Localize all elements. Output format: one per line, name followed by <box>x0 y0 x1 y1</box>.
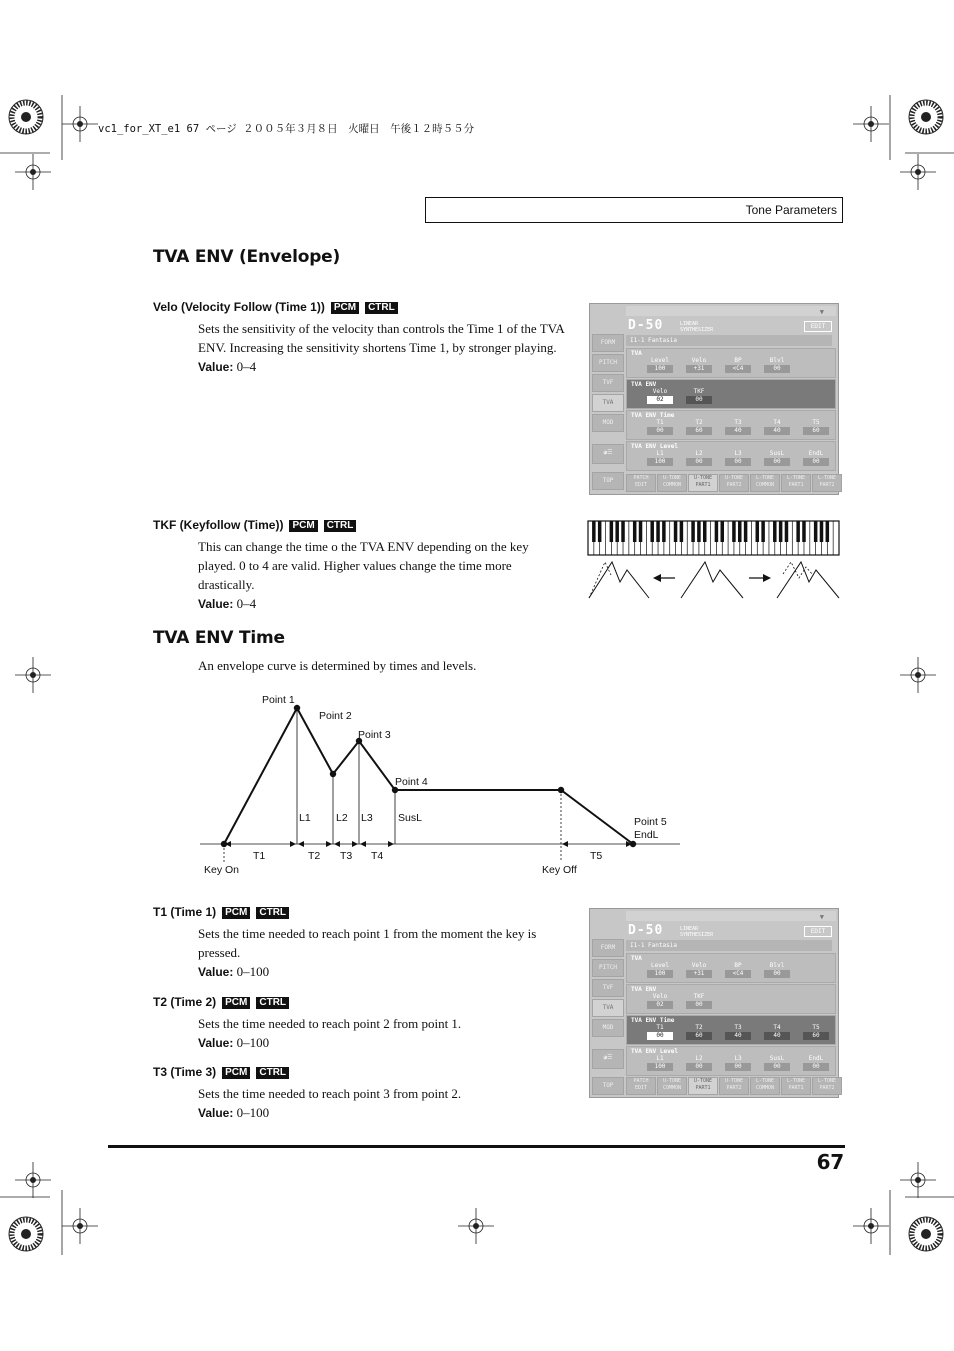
screen-param-label: T5 <box>812 419 820 426</box>
label-l2: L2 <box>336 812 348 824</box>
screen-top-button[interactable]: TOP <box>592 472 624 490</box>
param-velo-name: Velo (Velocity Follow (Time 1)) <box>153 300 325 314</box>
list-icon: ◕☰ <box>603 449 613 456</box>
screen-param-label: L1 <box>656 1055 664 1062</box>
screen-header <box>626 306 836 316</box>
screen-param-label: L2 <box>695 450 703 457</box>
screen-row-level[interactable] <box>626 1046 836 1076</box>
screen-bottom-tab-1[interactable]: U-TONE COMMON <box>657 474 687 492</box>
screen-logo-sub: LINEAR SYNTHESIZER <box>680 321 714 333</box>
label-t5: T5 <box>590 850 603 862</box>
param-velo-desc: Sets the sensitivity of the velocity than controls the Time 1 of the TVA ENV. Increasing the sensitivity shortens Time 1, by stronger playing. <box>198 321 565 355</box>
screen-param-value[interactable]: +31 <box>686 970 712 978</box>
screen-param-value[interactable]: 60 <box>686 1032 712 1040</box>
param-velo <box>153 300 573 377</box>
ctrl-tag: CTRL <box>365 302 398 314</box>
screen-side-mod[interactable]: MOD <box>592 1019 624 1037</box>
screen-param-label: Blvl <box>769 962 785 969</box>
param-velo-value: Value: 0–4 <box>198 359 257 374</box>
pcm-tag: PCM <box>222 1067 250 1079</box>
param-t3-value: Value: 0–100 <box>198 1105 270 1120</box>
screen-param-value[interactable]: 02 <box>647 396 673 404</box>
label-point-4: Point 4 <box>395 776 428 788</box>
ctrl-tag: CTRL <box>324 520 357 532</box>
screen-param-label: BP <box>734 357 742 364</box>
screen-side-tvf[interactable]: TVF <box>592 979 624 997</box>
label-point-2: Point 2 <box>319 710 352 722</box>
screen-logo: D-50 <box>628 318 664 333</box>
screen-patch-name[interactable]: I1-1 Fantasia <box>626 335 832 346</box>
screen-param-value[interactable]: 40 <box>725 1032 751 1040</box>
screen-param-value[interactable]: 00 <box>647 427 673 435</box>
screen-row-time[interactable] <box>626 410 836 440</box>
screen-row-title: TVA ENV <box>631 986 657 993</box>
header-box <box>425 197 843 223</box>
screen-param-label: T1 <box>656 1024 664 1031</box>
label-key-on: Key On <box>204 864 240 876</box>
screen-row-title: TVA ENV <box>631 381 657 388</box>
screen-param-label: T4 <box>773 419 781 426</box>
pcm-tag: PCM <box>222 997 250 1009</box>
screen-side-tva[interactable]: TVA <box>592 394 624 412</box>
screen-param-value[interactable]: 40 <box>725 427 751 435</box>
screen-row-time[interactable] <box>626 1015 836 1045</box>
screen-row-title: TVA ENV Level <box>631 443 678 450</box>
screen-side-tvf[interactable]: TVF <box>592 374 624 392</box>
screen-dropdown-icon: ▼ <box>819 308 824 316</box>
screen-side-form[interactable]: FORM <box>592 939 624 957</box>
screen-param-label: L1 <box>656 450 664 457</box>
screen-param-label: L3 <box>734 1055 742 1062</box>
screen-param-label: T2 <box>695 419 703 426</box>
screen-param-label: EndL <box>808 450 824 457</box>
screen-param-label: Level <box>650 962 670 969</box>
screen-bottom-tab-3[interactable]: U-TONE PART2 <box>719 1077 749 1095</box>
screen-row-level[interactable] <box>626 441 836 471</box>
label-t4: T4 <box>371 850 384 862</box>
screen-side-tva[interactable]: TVA <box>592 999 624 1017</box>
screen-param-value[interactable]: 00 <box>725 458 751 466</box>
screen-bottom-tab-5[interactable]: L-TONE PART1 <box>781 474 811 492</box>
ctrl-tag: CTRL <box>256 1067 289 1079</box>
label-endl: EndL <box>634 829 659 841</box>
label-point-5: Point 5 <box>634 816 667 828</box>
screen-side-pitch[interactable]: PITCH <box>592 354 624 372</box>
screen-param-value[interactable]: 00 <box>764 458 790 466</box>
screen-row-tva[interactable] <box>626 953 836 983</box>
screen-param-label: L2 <box>695 1055 703 1062</box>
screen-param-label: L3 <box>734 450 742 457</box>
synth-screen-tva-env-time <box>589 908 839 1098</box>
screen-param-label: T2 <box>695 1024 703 1031</box>
param-t2-desc: Sets the time needed to reach point 2 from point 1. <box>198 1016 462 1031</box>
label-t2: T2 <box>308 850 321 862</box>
label-l3: L3 <box>361 812 373 824</box>
screen-logo-sub: LINEAR SYNTHESIZER <box>680 926 714 938</box>
screen-param-value[interactable]: 60 <box>803 1032 829 1040</box>
screen-param-value[interactable]: 100 <box>647 1063 673 1071</box>
screen-dropdown-icon: ▼ <box>819 913 824 921</box>
screen-row-title: TVA <box>631 955 642 962</box>
pcm-tag: PCM <box>222 907 250 919</box>
label-t1: T1 <box>253 850 266 862</box>
screen-param-label: T4 <box>773 1024 781 1031</box>
screen-bottom-tab-4[interactable]: L-TONE COMMON <box>750 1077 780 1095</box>
screen-edit-badge: EDIT <box>804 321 832 332</box>
screen-row-title: TVA <box>631 350 642 357</box>
param-t2-value: Value: 0–100 <box>198 1035 270 1050</box>
print-header: vc1_for_XT_e1 67 ページ ２００５年３月８日 火曜日 午後１２時５５分 <box>98 123 475 135</box>
param-t2 <box>153 995 573 1053</box>
label-point-1: Point 1 <box>262 694 295 706</box>
footer-rule <box>108 1145 845 1148</box>
screen-row-tva[interactable] <box>626 348 836 378</box>
screen-param-label: Velo <box>652 388 668 395</box>
screen-param-label: Level <box>650 357 670 364</box>
screen-side-list[interactable] <box>592 1049 624 1069</box>
screen-logo: D-50 <box>628 923 664 938</box>
screen-param-value[interactable]: <C4 <box>725 365 751 373</box>
label-t3: T3 <box>340 850 353 862</box>
screen-param-label: Blvl <box>769 357 785 364</box>
screen-param-value[interactable]: 00 <box>725 1063 751 1071</box>
screen-param-value[interactable]: 60 <box>686 427 712 435</box>
screen-param-label: Velo <box>691 357 707 364</box>
screen-edit-badge: EDIT <box>804 926 832 937</box>
screen-top-button[interactable]: TOP <box>592 1077 624 1095</box>
header-title: Tone Parameters <box>745 203 837 217</box>
screen-row-env[interactable] <box>626 379 836 409</box>
screen-param-value[interactable]: +31 <box>686 365 712 373</box>
screen-param-label: T3 <box>734 1024 742 1031</box>
page-number: 67 <box>816 1150 844 1174</box>
screen-param-value[interactable]: 00 <box>686 396 712 404</box>
screen-side-mod[interactable]: MOD <box>592 414 624 432</box>
ctrl-tag: CTRL <box>256 907 289 919</box>
screen-param-label: SusL <box>769 450 785 457</box>
pcm-tag: PCM <box>289 520 317 532</box>
screen-param-value[interactable]: 00 <box>764 365 790 373</box>
screen-param-value[interactable]: 40 <box>764 1032 790 1040</box>
screen-param-value[interactable]: <C4 <box>725 970 751 978</box>
param-t3-desc: Sets the time needed to reach point 3 from point 2. <box>198 1086 462 1101</box>
screen-param-value[interactable]: 100 <box>647 365 673 373</box>
screen-side-pitch[interactable]: PITCH <box>592 959 624 977</box>
section-title-tva-env-time: TVA ENV Time <box>153 628 285 648</box>
screen-header <box>626 911 836 921</box>
screen-param-label: T1 <box>656 419 664 426</box>
screen-side-list[interactable] <box>592 444 624 464</box>
synth-screen-tva-env <box>589 303 839 495</box>
screen-param-label: Velo <box>652 993 668 1000</box>
param-tkf-name: TKF (Keyfollow (Time)) <box>153 518 284 532</box>
screen-param-value[interactable]: 00 <box>686 1063 712 1071</box>
keyfollow-illustration <box>587 520 840 600</box>
param-t3 <box>153 1065 573 1123</box>
screen-param-label: SusL <box>769 1055 785 1062</box>
screen-bottom-tab-2[interactable]: U-TONE PART1 <box>688 474 718 492</box>
param-tkf <box>153 518 573 614</box>
screen-row-title: TVA ENV Time <box>631 412 675 419</box>
screen-param-value[interactable]: 40 <box>764 427 790 435</box>
label-key-off: Key Off <box>542 864 577 876</box>
screen-param-value[interactable]: 00 <box>803 458 829 466</box>
screen-bottom-tab-2[interactable]: U-TONE PART1 <box>688 1077 718 1095</box>
envelope-diagram <box>195 688 690 880</box>
screen-param-label: BP <box>734 962 742 969</box>
label-l1: L1 <box>299 812 311 824</box>
screen-row-env[interactable] <box>626 984 836 1014</box>
pcm-tag: PCM <box>331 302 359 314</box>
screen-param-label: Velo <box>691 962 707 969</box>
label-susl: SusL <box>398 812 422 824</box>
screen-bottom-tab-5[interactable]: L-TONE PART1 <box>781 1077 811 1095</box>
param-t1 <box>153 905 573 982</box>
screen-side-form[interactable]: FORM <box>592 334 624 352</box>
param-tkf-desc: This can change the time o the TVA ENV depending on the key played. 0 to 4 are valid. Higher values change the time more drastically. <box>198 539 529 592</box>
ctrl-tag: CTRL <box>256 997 289 1009</box>
screen-param-value[interactable]: 00 <box>686 458 712 466</box>
label-point-3: Point 3 <box>358 729 391 741</box>
param-t1-name: T1 (Time 1) <box>153 905 217 919</box>
screen-bottom-tab-0[interactable]: PATCH EDIT <box>626 474 656 492</box>
list-icon: ◕☰ <box>603 1054 613 1061</box>
screen-param-label: T5 <box>812 1024 820 1031</box>
screen-param-value[interactable]: 00 <box>764 1063 790 1071</box>
screen-param-label: TKF <box>693 388 705 395</box>
screen-param-value[interactable]: 100 <box>647 970 673 978</box>
screen-bottom-tab-6[interactable]: L-TONE PART2 <box>812 474 842 492</box>
screen-patch-name[interactable]: I1-1 Fantasia <box>626 940 832 951</box>
param-t1-desc: Sets the time needed to reach point 1 from the moment the key is pressed. <box>198 926 537 960</box>
screen-param-value[interactable]: 02 <box>647 1001 673 1009</box>
param-t3-name: T3 (Time 3) <box>153 1065 217 1079</box>
screen-bottom-tab-6[interactable]: L-TONE PART2 <box>812 1077 842 1095</box>
param-t1-value: Value: 0–100 <box>198 964 270 979</box>
screen-param-value[interactable]: 00 <box>803 1063 829 1071</box>
screen-bottom-tab-0[interactable]: PATCH EDIT <box>626 1077 656 1095</box>
screen-bottom-tab-4[interactable]: L-TONE COMMON <box>750 474 780 492</box>
section-title-tva-env: TVA ENV (Envelope) <box>153 247 341 267</box>
screen-param-value[interactable]: 00 <box>686 1001 712 1009</box>
screen-param-value[interactable]: 100 <box>647 458 673 466</box>
screen-param-label: EndL <box>808 1055 824 1062</box>
param-t2-name: T2 (Time 2) <box>153 995 217 1009</box>
screen-param-label: T3 <box>734 419 742 426</box>
param-tkf-value: Value: 0–4 <box>198 596 257 611</box>
screen-param-value[interactable]: 00 <box>764 970 790 978</box>
screen-bottom-tab-1[interactable]: U-TONE COMMON <box>657 1077 687 1095</box>
screen-row-title: TVA ENV Level <box>631 1048 678 1055</box>
screen-row-title: TVA ENV Time <box>631 1017 675 1024</box>
screen-param-value[interactable]: 60 <box>803 427 829 435</box>
screen-param-label: TKF <box>693 993 705 1000</box>
screen-param-value[interactable]: 00 <box>647 1032 673 1040</box>
screen-bottom-tab-3[interactable]: U-TONE PART2 <box>719 474 749 492</box>
section-intro: An envelope curve is determined by times and levels. <box>198 658 477 673</box>
